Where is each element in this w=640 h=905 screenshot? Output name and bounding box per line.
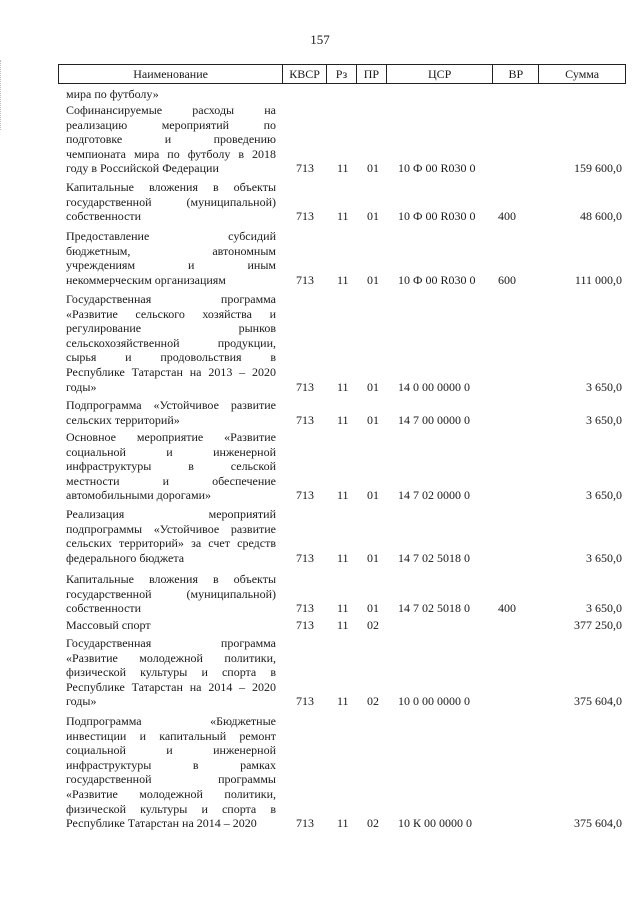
row-csr: 10 Ф 00 R030 0 (398, 209, 476, 224)
row-sum: 377 250,0 (574, 618, 622, 632)
row-name-line: годы» (66, 694, 97, 709)
row-name-line: местности и обеспечение (66, 473, 276, 488)
row-kvsr: 713 (296, 694, 314, 709)
row-name-line: «Развитие сельского хозяйства и (66, 306, 276, 321)
row-name-line: Республике Татарстан на 2014 – 2020 (66, 816, 257, 831)
row-name (66, 398, 276, 427)
row-name-line: сельскохозяйственной продукции, (66, 335, 276, 350)
row-name-line: Основное мероприятие «Развитие (66, 430, 276, 444)
row-csr: 14 7 00 0000 0 (398, 412, 470, 427)
header-kvsr: КВСР (283, 65, 327, 83)
row-name-line: государственной (муниципальной) (66, 586, 276, 601)
row-kvsr: 713 (296, 816, 314, 831)
row-sum: 3 650,0 (586, 601, 622, 616)
row-name-line: подпрограммы «Устойчивое развитие (66, 521, 276, 536)
row-pr: 01 (367, 272, 379, 287)
row-csr: 10 К 00 0000 0 (398, 816, 473, 831)
row-name-line: Предоставление субсидий (66, 229, 276, 243)
row-name (66, 180, 276, 224)
row-name-line: социальной и инженерной (66, 743, 276, 758)
page-number: 157 (310, 32, 330, 47)
row-name (66, 618, 276, 633)
row-name (66, 229, 276, 287)
row-name-line: некоммерческим организациям (66, 272, 226, 287)
row-pr: 01 (367, 209, 379, 224)
row-name-line: социальной и инженерной (66, 444, 276, 459)
row-rz: 11 (337, 209, 349, 224)
row-name-line: федерального бюджета (66, 550, 185, 565)
row-kvsr: 713 (296, 618, 314, 632)
row-csr: 14 7 02 5018 0 (398, 550, 470, 565)
row-sum: 3 650,0 (586, 379, 622, 394)
header-csr: ЦСР (387, 65, 494, 83)
row-name-line: Массовый спорт (66, 618, 151, 632)
row-rz: 11 (337, 694, 349, 709)
row-pr: 02 (367, 618, 379, 632)
row-vr: 400 (498, 601, 516, 616)
row-name (66, 714, 276, 831)
row-pr: 01 (367, 379, 379, 394)
row-sum: 111 000,0 (574, 272, 622, 287)
row-sum: 375 604,0 (574, 816, 622, 831)
header-name: Наименование (59, 65, 283, 83)
row-pr: 01 (367, 488, 379, 503)
row-name (66, 636, 276, 709)
row-name-line: реализацию мероприятий по (66, 117, 276, 132)
row-csr: 14 0 00 0000 0 (398, 379, 470, 394)
row-sum: 48 600,0 (580, 209, 622, 224)
table-header (58, 64, 626, 84)
row-name-line: собственности (66, 209, 142, 224)
row-kvsr: 713 (296, 550, 314, 565)
row-name-line: регулирование рынков (66, 321, 276, 336)
row-name-line: автомобильными дорогами» (66, 488, 212, 503)
row-rz: 11 (337, 272, 349, 287)
row-name-line: сырья и продовольствия в (66, 350, 276, 365)
row-kvsr: 713 (296, 601, 314, 616)
row-sum: 3 650,0 (586, 550, 622, 565)
row-name (66, 507, 276, 565)
row-name-line: «Развитие молодежной политики, (66, 650, 276, 665)
row-csr: 10 Ф 00 R030 0 (398, 161, 476, 176)
row-rz: 11 (337, 601, 349, 616)
row-pr: 02 (367, 816, 379, 831)
row-name-line: инфраструктуры в сельской (66, 459, 276, 474)
row-name-line: Капитальные вложения в объекты (66, 180, 276, 194)
row-pr: 02 (367, 694, 379, 709)
row-kvsr: 713 (296, 488, 314, 503)
row-kvsr: 713 (296, 379, 314, 394)
row-name-line: Подпрограмма «Устойчивое развитие (66, 398, 276, 412)
row-rz: 11 (337, 550, 349, 565)
row-name-line: Республике Татарстан на 2014 – 2020 (66, 679, 276, 694)
row-name-line: инфраструктуры в рамках (66, 757, 276, 772)
row-pr: 01 (367, 601, 379, 616)
row-pr: 01 (367, 161, 379, 176)
row-rz: 11 (337, 816, 349, 831)
row-name (66, 87, 276, 102)
row-name-line: мира по футболу» (66, 87, 159, 101)
row-pr: 01 (367, 550, 379, 565)
row-name-line: Капитальные вложения в объекты (66, 572, 276, 586)
row-name-line: Государственная программа (66, 292, 276, 306)
row-name-line: Подпрограмма «Бюджетные (66, 714, 276, 728)
row-name-line: инвестиции и капитальный ремонт (66, 728, 276, 743)
row-sum: 159 600,0 (574, 161, 622, 176)
row-kvsr: 713 (296, 272, 314, 287)
row-name-line: физической культуры и спорта в (66, 801, 276, 816)
row-name-line: Софинансируемые расходы на (66, 103, 276, 117)
row-kvsr: 713 (296, 161, 314, 176)
row-name-line: собственности (66, 601, 142, 616)
row-name-line: бюджетным, автономным (66, 243, 276, 258)
row-name-line: Государственная программа (66, 636, 276, 650)
row-name-line: государственной программы (66, 772, 276, 787)
row-name-line: физической культуры и спорта в (66, 665, 276, 680)
row-rz: 11 (337, 379, 349, 394)
row-name-line: сельских территорий» (66, 412, 180, 427)
row-name (66, 292, 276, 394)
row-name (66, 430, 276, 503)
scan-margin-mark (0, 60, 4, 130)
row-sum: 3 650,0 (586, 488, 622, 503)
row-name-line: чемпионата мира по футболу в 2018 (66, 146, 276, 161)
row-name-line: Реализация мероприятий (66, 507, 276, 521)
row-name-line: Республике Татарстан на 2013 – 2020 (66, 364, 276, 379)
row-name-line: подготовке и проведению (66, 132, 276, 147)
row-csr: 10 0 00 0000 0 (398, 694, 470, 709)
row-rz: 11 (337, 161, 349, 176)
row-sum: 375 604,0 (574, 694, 622, 709)
row-name (66, 103, 276, 176)
row-rz: 11 (337, 412, 349, 427)
row-rz: 11 (337, 618, 349, 632)
row-sum: 3 650,0 (586, 412, 622, 427)
row-name-line: учреждениям и иным (66, 258, 276, 273)
header-pr: ПР (357, 65, 387, 83)
row-kvsr: 713 (296, 412, 314, 427)
row-csr: 14 7 02 5018 0 (398, 601, 470, 616)
row-vr: 400 (498, 209, 516, 224)
row-rz: 11 (337, 488, 349, 503)
row-name-line: годы» (66, 379, 97, 394)
row-name-line: «Развитие молодежной политики, (66, 786, 276, 801)
row-csr: 10 Ф 00 R030 0 (398, 272, 476, 287)
row-pr: 01 (367, 412, 379, 427)
row-vr: 600 (498, 272, 516, 287)
row-name-line: сельских территорий» за счет средств (66, 536, 276, 551)
header-rz: Рз (327, 65, 357, 83)
row-name-line: году в Российской Федерации (66, 161, 219, 176)
row-name-line: государственной (муниципальной) (66, 194, 276, 209)
row-name (66, 572, 276, 616)
header-vr: ВР (493, 65, 539, 83)
row-csr: 14 7 02 0000 0 (398, 488, 470, 503)
header-sum: Сумма (565, 67, 600, 81)
row-kvsr: 713 (296, 209, 314, 224)
